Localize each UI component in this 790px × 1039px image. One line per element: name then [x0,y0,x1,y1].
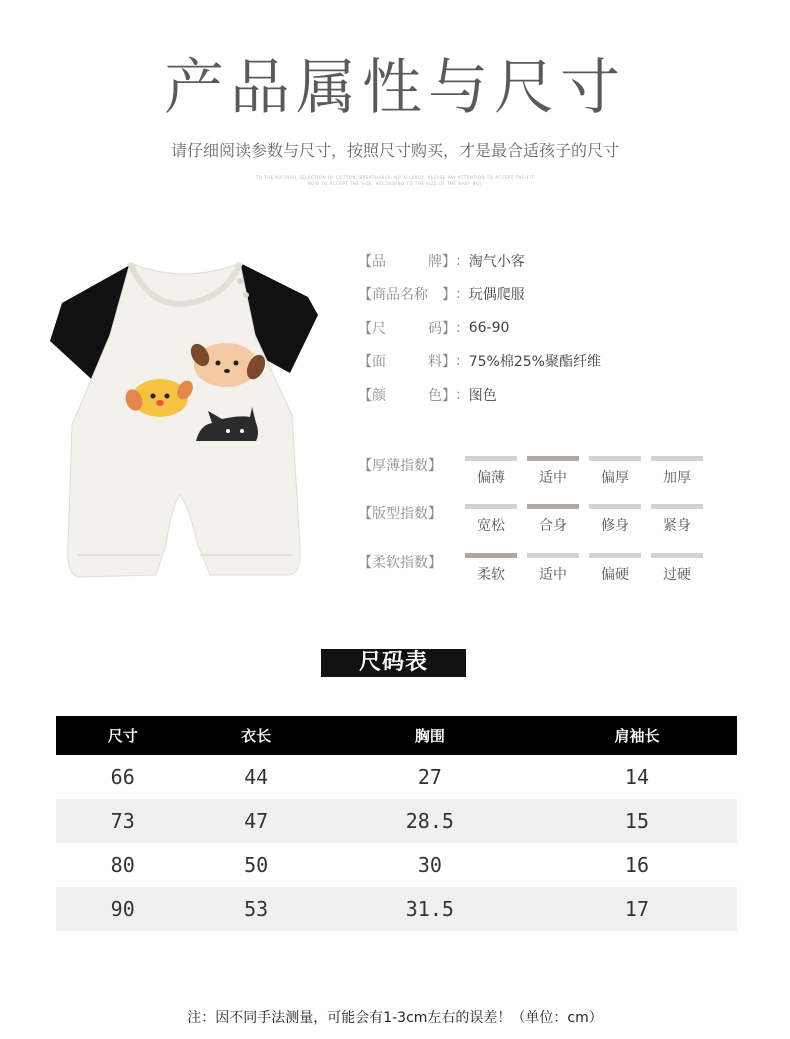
bracket-open: 【 [358,320,372,337]
index-bar-selected [527,456,579,461]
attribute-colon: : [456,386,461,403]
index-option-label: 加厚 [663,470,691,486]
label-char: 码 [428,320,442,337]
bracket-close: 】 [442,287,456,304]
index-bar [465,504,517,509]
index-bar [589,456,641,461]
index-bar [527,553,579,558]
attribute-value-fabric: 75%棉25%聚酯纤维 [468,354,601,371]
size-table [56,716,737,931]
table-cell: 15 [537,799,737,843]
index-option [465,553,517,584]
table-cell: 73 [56,799,189,843]
table-row [56,799,737,843]
index-option [527,504,579,535]
index-bar [651,456,703,461]
bracket-close: 】 [442,354,456,371]
attribute-colon: : [456,319,461,336]
index-option-label: 宽松 [477,518,505,534]
bracket-close: 】 [442,253,456,270]
label-char: 牌 [428,253,442,270]
bracket-open: 【 [358,387,372,404]
index-option-label: 过硬 [663,567,691,583]
attribute-label [372,318,442,338]
fine-print-line: TO THE NATURAL SELECTION OF COTTON, BREATHABLE, NO ALLERGY, PLEASE PAY ATTENTION TO ACCEPT THE FIT [255,175,535,180]
attribute-label [372,385,442,405]
table-row [56,755,737,799]
index-option [651,456,703,487]
index-option [589,456,641,487]
table-cell: 66 [110,765,135,789]
table-cell: 80 [110,853,135,877]
column-header-size: 尺寸 [56,716,189,755]
bracket-open: 【 [358,354,372,371]
index-option [589,553,641,584]
index-bar [589,553,641,558]
index-bar-selected [465,553,517,558]
index-bar [465,456,517,461]
attribute-row [358,278,601,312]
attribute-label [372,284,442,304]
label-char: 尺 [372,320,386,337]
table-cell: 53 [189,887,322,931]
index-option-label: 适中 [539,470,567,486]
table-row [56,843,737,887]
table-cell: 47 [189,799,322,843]
product-image [50,255,320,585]
table-header-row [56,716,737,755]
page-subtitle: 请仔细阅读参数与尺寸，按照尺寸购买，才是最合适孩子的尺寸 [170,141,619,160]
index-option [465,456,517,487]
column-header-length: 衣长 [189,716,322,755]
index-option [651,553,703,584]
table-cell: 28.5 [323,799,537,843]
index-option [527,456,579,487]
table-cell: 31.5 [323,887,537,931]
attribute-colon: : [456,252,461,269]
product-attributes [358,244,601,412]
attribute-label [372,251,442,271]
index-label: 【厚薄指数】 [358,458,442,474]
fine-print-line: NOW TO ACCEPT THE SIZE, ACCORDING TO THE SIZE OF THE BABY BUY [307,181,483,186]
bracket-open: 【 [358,253,372,270]
table-cell: 14 [624,765,649,789]
index-option-label: 合身 [539,518,567,534]
attribute-value-size: 66-90 [468,319,510,336]
index-bar-selected [527,504,579,509]
label-char: 面 [372,354,386,371]
index-option-label: 偏薄 [477,470,505,486]
table-cell: 50 [244,853,269,877]
page-title: 产品属性与尺寸 [164,53,626,123]
column-header-chest: 胸围 [323,716,537,755]
index-option [589,504,641,535]
measurement-note: 注：因不同手法测量，可能会有1-3cm左右的误差！（单位：cm） [187,1010,603,1026]
attribute-label [372,351,442,371]
label-char: 料 [428,354,442,371]
label-char: 商品名称 [372,287,428,304]
table-cell: 90 [56,887,189,931]
index-option-label: 偏厚 [601,470,629,486]
attribute-row [358,378,601,412]
index-option-label: 修身 [601,518,629,534]
attribute-value-name: 玩偶爬服 [468,287,525,304]
bracket-open: 【 [358,287,372,304]
table-cell: 44 [244,765,269,789]
index-option-label: 适中 [539,567,567,583]
attribute-row [358,345,601,379]
index-label: 【版型指数】 [358,506,442,522]
index-label: 【柔软指数】 [358,555,442,571]
attribute-colon: : [456,353,461,370]
label-char: 颜 [372,387,386,404]
attribute-row [358,311,601,345]
index-option [465,504,517,535]
table-cell: 30 [417,853,442,877]
attribute-value-brand: 淘气小客 [468,253,525,270]
attribute-row [358,244,601,278]
attribute-colon: : [456,286,461,303]
bracket-close: 】 [442,320,456,337]
index-option-label: 偏硬 [601,567,629,583]
romper-illustration [50,255,320,585]
table-cell: 27 [417,765,442,789]
index-option [527,553,579,584]
index-bar [589,504,641,509]
table-row [56,887,737,931]
label-char: 品 [372,253,386,270]
attribute-value-color: 图色 [468,387,497,404]
table-cell: 16 [624,853,649,877]
size-chart-title: 尺码表 [321,649,466,677]
fit-index [358,504,758,544]
column-header-sleeve: 肩袖长 [537,716,737,755]
index-option [651,504,703,535]
index-bar [651,553,703,558]
index-bar [651,504,703,509]
table-cell: 17 [537,887,737,931]
softness-index [358,553,758,593]
label-char: 色 [428,387,442,404]
thickness-index [358,456,758,496]
bracket-close: 】 [442,387,456,404]
index-option-label: 柔软 [477,567,505,583]
index-option-label: 紧身 [663,518,691,534]
